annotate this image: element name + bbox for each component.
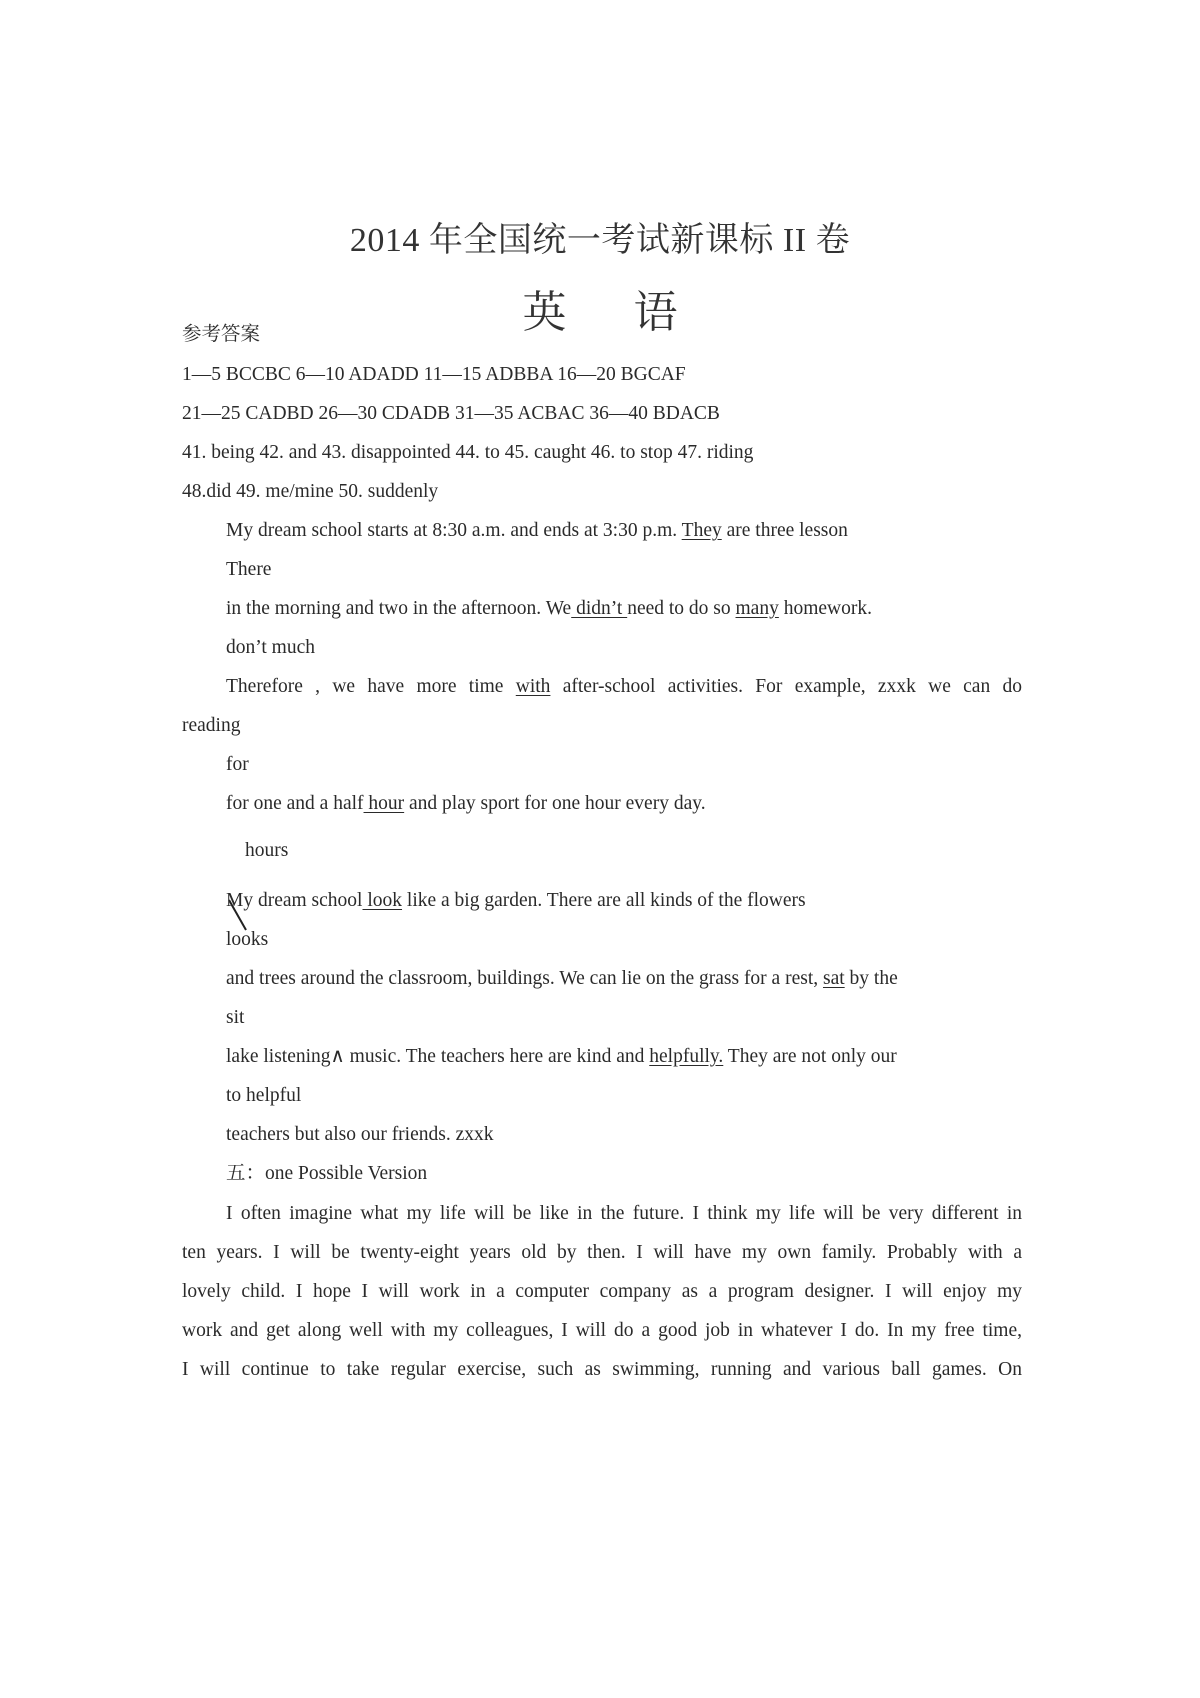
exam-title: 2014 年全国统一考试新课标 II 卷 [349,222,851,259]
subject-title: 英 语 [522,288,706,337]
writing-line-2: ten years. I will be twenty-eight years old by then. I will have my own family. Probably with a [182,1242,1022,1263]
correction-fix-2: don’t much [226,637,316,658]
correction-fix-6: sit [226,1007,245,1028]
writing-line-5: I will continue to take regular exercise, such as swimming, running and various ball games. On [182,1359,1022,1380]
correction-fix-5: looks [226,929,269,950]
answers-heading: 参考答案 [182,324,261,345]
answer-line-4: 48.did 49. me/mine 50. suddenly [182,481,439,502]
correction-line-5: My dream school look like a big garden. There are all kinds of the flowers [226,890,806,911]
correction-line-3-cont: reading [182,715,241,736]
answer-line-2: 21—25 CADBD 26—30 CDADB 31—35 ACBAC 36—40 BDACB [182,403,720,424]
error-mark: with [515,676,551,697]
error-mark: sat [823,968,845,989]
answer-line-1: 1—5 BCCBC 6—10 ADADD 11—15 ADBBA 16—20 BGCAF [182,364,686,385]
correction-fix-3: for [226,754,249,775]
correction-line-1: My dream school starts at 8:30 a.m. and ends at 3:30 p.m. They are three lesson [226,520,848,541]
correction-fix-7: to helpful [226,1085,302,1106]
error-mark: They [681,520,722,541]
correction-line-4: for one and a half hour and play sport for one hour every day. [226,793,706,814]
error-mark: helpfully. [649,1046,724,1067]
correction-fix-1: There [226,559,272,580]
error-mark: look [362,890,403,911]
error-mark: didn’t [571,598,628,619]
correction-line-3: Therefore , we have more time with after-school activities. For example, zxxk we can do [226,676,1022,697]
writing-line-4: work and get along well with my colleagues, I will do a good job in whatever I do. In my free time, [182,1320,1022,1341]
answer-line-3: 41. being 42. and 43. disappointed 44. to 45. caught 46. to stop 47. riding [182,442,754,463]
writing-line-1: I often imagine what my life will be like in the future. I think my life will be very different in [226,1203,1022,1224]
correction-fix-4: hours [245,840,289,861]
correction-line-8: teachers but also our friends. zxxk [226,1124,494,1145]
writing-heading: 五：one Possible Version [226,1163,428,1184]
error-mark: many [735,598,779,619]
correction-line-2: in the morning and two in the afternoon. We didn’t need to do so many homework. [226,598,872,619]
writing-line-3: lovely child. I hope I will work in a computer company as a program designer. I will enjoy my [182,1281,1022,1302]
error-mark: hour [363,793,405,814]
correction-line-7: lake listening∧ music. The teachers here are kind and helpfully. They are not only our [226,1046,897,1067]
correction-line-6: and trees around the classroom, buildings. We can lie on the grass for a rest, sat by the [226,968,898,989]
